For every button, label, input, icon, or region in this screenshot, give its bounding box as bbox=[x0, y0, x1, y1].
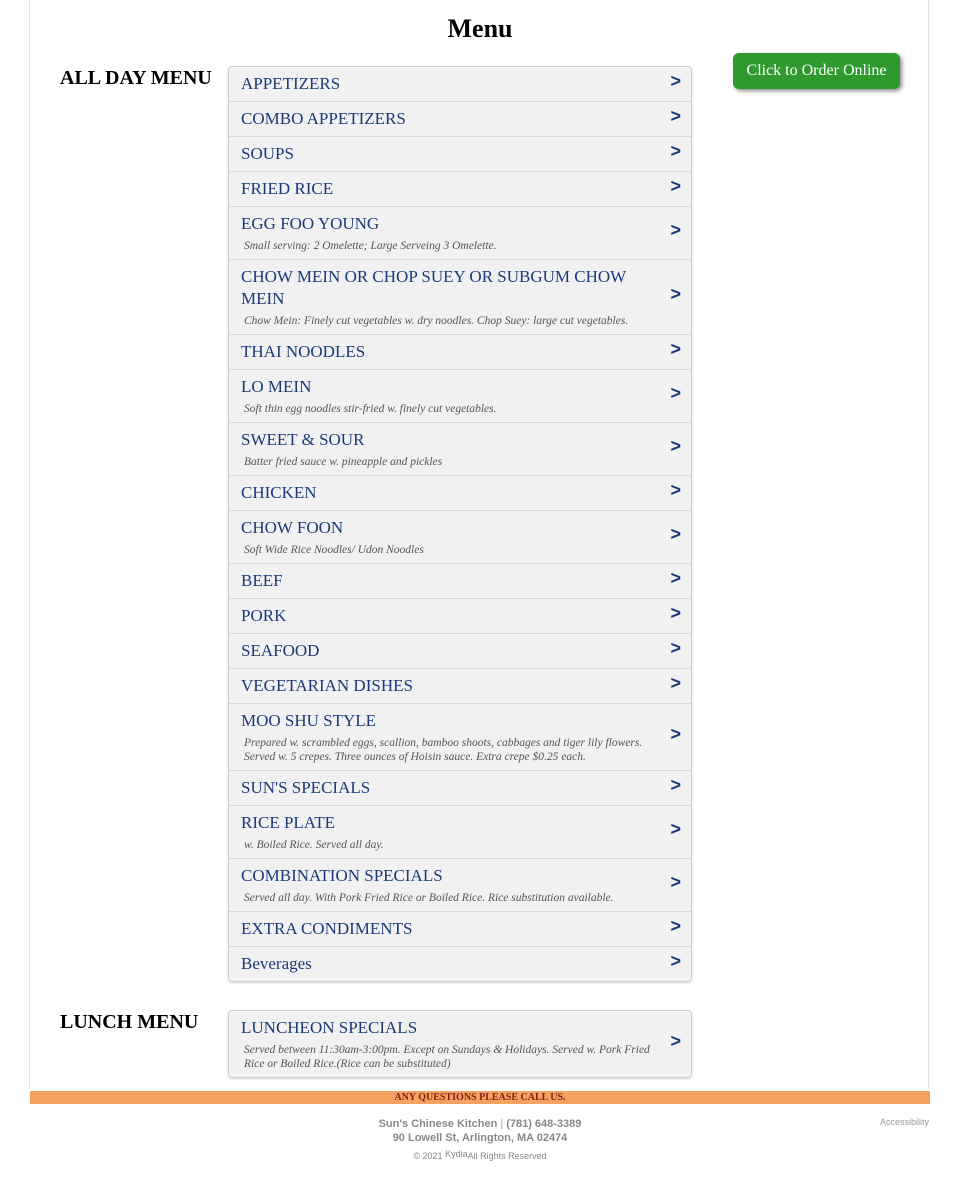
page-title: Menu bbox=[447, 14, 513, 43]
menu-category-beverages[interactable] bbox=[229, 947, 691, 981]
lunch-menu-list bbox=[228, 1010, 692, 1078]
category-name: EGG FOO YOUNG bbox=[241, 214, 380, 233]
category-name: SWEET & SOUR bbox=[241, 430, 365, 449]
chevron-right-icon: > bbox=[670, 524, 681, 544]
menu-category-fried-rice[interactable] bbox=[229, 172, 691, 207]
chevron-right-icon: > bbox=[670, 951, 681, 971]
category-name: CHOW MEIN OR CHOP SUEY OR SUBGUM CHOW MEIN bbox=[241, 267, 626, 308]
chevron-right-icon: > bbox=[670, 141, 681, 161]
category-description: Served between 11:30am-3:00pm. Except on Sundays & Holidays. Served w. Pork Fried Rice or Boiled Rice.(Rice can be substituted) bbox=[244, 1044, 650, 1070]
chevron-right-icon: > bbox=[670, 603, 681, 623]
chevron-right-icon: > bbox=[670, 724, 681, 744]
menu-category-rice-plate[interactable] bbox=[229, 806, 691, 859]
menu-category-luncheon-specials[interactable] bbox=[229, 1011, 691, 1077]
category-description: Prepared w. scrambled eggs, scallion, bamboo shoots, cabbages and tiger lily flowers. Served w. 5 crepes. Three ounces of Hoisin sauce. Extra crepe $0.25 each. bbox=[244, 737, 643, 763]
category-description: Served all day. With Pork Fried Rice or Boiled Rice. Rice substitution available. bbox=[244, 892, 614, 904]
chevron-right-icon: > bbox=[670, 284, 681, 304]
chevron-right-icon: > bbox=[670, 819, 681, 839]
footer-copyright: © 2021 bbox=[413, 1151, 443, 1161]
menu-category-sun-s-specials[interactable] bbox=[229, 771, 691, 806]
category-description: Chow Mein: Finely cut vegetables w. dry noodles. Chop Suey: large cut vegetables. bbox=[244, 315, 629, 327]
chevron-right-icon: > bbox=[670, 339, 681, 359]
order-online-button[interactable]: Click to Order Online bbox=[733, 53, 900, 89]
menu-category-moo-shu-style[interactable] bbox=[229, 704, 691, 771]
menu-category-egg-foo-young[interactable] bbox=[229, 207, 691, 260]
category-description: Batter fried sauce w. pineapple and pickles bbox=[244, 456, 443, 468]
menu-category-vegetarian-dishes[interactable] bbox=[229, 669, 691, 704]
category-name: APPETIZERS bbox=[241, 74, 341, 93]
menu-category-chow-foon[interactable] bbox=[229, 511, 691, 564]
menu-category-chow-mein-or-chop-suey-or-subgum-chow-mein[interactable] bbox=[229, 260, 691, 335]
category-name: CHICKEN bbox=[241, 483, 317, 502]
category-name: COMBO APPETIZERS bbox=[241, 109, 406, 128]
category-description: Small serving: 2 Omelette; Large Serveing 3 Omelette. bbox=[244, 240, 497, 252]
menu-category-lo-mein[interactable] bbox=[229, 370, 691, 423]
footer-separator: | bbox=[500, 1118, 504, 1130]
chevron-right-icon: > bbox=[670, 71, 681, 91]
category-name: CHOW FOON bbox=[241, 518, 344, 537]
chevron-right-icon: > bbox=[670, 638, 681, 658]
menu-category-sweet-sour[interactable] bbox=[229, 423, 691, 476]
category-name: RICE PLATE bbox=[241, 813, 335, 832]
chevron-right-icon: > bbox=[670, 106, 681, 126]
questions-notice-bar: ANY QUESTIONS PLEASE CALL US. bbox=[30, 1091, 930, 1104]
section-title-all-day: ALL DAY MENU bbox=[60, 67, 212, 89]
chevron-right-icon: > bbox=[670, 383, 681, 403]
category-name: MOO SHU STYLE bbox=[241, 711, 377, 730]
category-name: LUNCHEON SPECIALS bbox=[241, 1018, 418, 1037]
chevron-right-icon: > bbox=[670, 436, 681, 456]
category-name: PORK bbox=[241, 606, 287, 625]
category-description: w. Boiled Rice. Served all day. bbox=[244, 839, 384, 851]
accessibility-link[interactable]: Accessibility bbox=[879, 1117, 929, 1127]
menu-category-combination-specials[interactable] bbox=[229, 859, 691, 912]
chevron-right-icon: > bbox=[670, 176, 681, 196]
section-title-lunch: LUNCH MENU bbox=[60, 1011, 199, 1033]
menu-category-appetizers[interactable] bbox=[229, 67, 691, 102]
chevron-right-icon: > bbox=[670, 480, 681, 500]
category-name: LO MEIN bbox=[241, 377, 312, 396]
chevron-right-icon: > bbox=[670, 916, 681, 936]
chevron-right-icon: > bbox=[670, 220, 681, 240]
menu-category-pork[interactable] bbox=[229, 599, 691, 634]
chevron-right-icon: > bbox=[670, 775, 681, 795]
menu-category-soups[interactable] bbox=[229, 137, 691, 172]
chevron-right-icon: > bbox=[670, 673, 681, 693]
footer-restaurant-name: Sun's Chinese Kitchen bbox=[378, 1118, 498, 1130]
menu-category-extra-condiments[interactable] bbox=[229, 912, 691, 947]
category-name: BEEF bbox=[241, 571, 283, 590]
footer-phone-link[interactable]: (781) 648-3389 bbox=[506, 1118, 582, 1130]
category-name: FRIED RICE bbox=[241, 179, 334, 198]
footer-address: 90 Lowell St, Arlington, MA 02474 bbox=[392, 1132, 568, 1144]
footer-rights: All Rights Reserved bbox=[467, 1151, 547, 1161]
category-description: Soft Wide Rice Noodles/ Udon Noodles bbox=[244, 544, 424, 556]
category-name: EXTRA CONDIMENTS bbox=[241, 919, 413, 938]
menu-category-beef[interactable] bbox=[229, 564, 691, 599]
footer bbox=[0, 1117, 960, 1163]
category-name: SUN'S SPECIALS bbox=[241, 778, 371, 797]
category-name: SEAFOOD bbox=[241, 641, 320, 660]
menu-category-seafood[interactable] bbox=[229, 634, 691, 669]
menu-category-combo-appetizers[interactable] bbox=[229, 102, 691, 137]
category-name: COMBINATION SPECIALS bbox=[241, 866, 443, 885]
category-name: THAI NOODLES bbox=[241, 342, 366, 361]
chevron-right-icon: > bbox=[670, 568, 681, 588]
menu-category-thai-noodles[interactable] bbox=[229, 335, 691, 370]
category-name: Beverages bbox=[241, 954, 312, 973]
category-description: Soft thin egg noodles stir-fried w. finely cut vegetables. bbox=[244, 403, 497, 415]
kydia-link[interactable]: Kydia bbox=[445, 1149, 468, 1159]
category-name: SOUPS bbox=[241, 144, 294, 163]
category-name: VEGETARIAN DISHES bbox=[241, 676, 413, 695]
all-day-menu-list bbox=[228, 66, 692, 982]
chevron-right-icon: > bbox=[670, 872, 681, 892]
chevron-right-icon: > bbox=[670, 1031, 681, 1051]
menu-category-chicken[interactable] bbox=[229, 476, 691, 511]
